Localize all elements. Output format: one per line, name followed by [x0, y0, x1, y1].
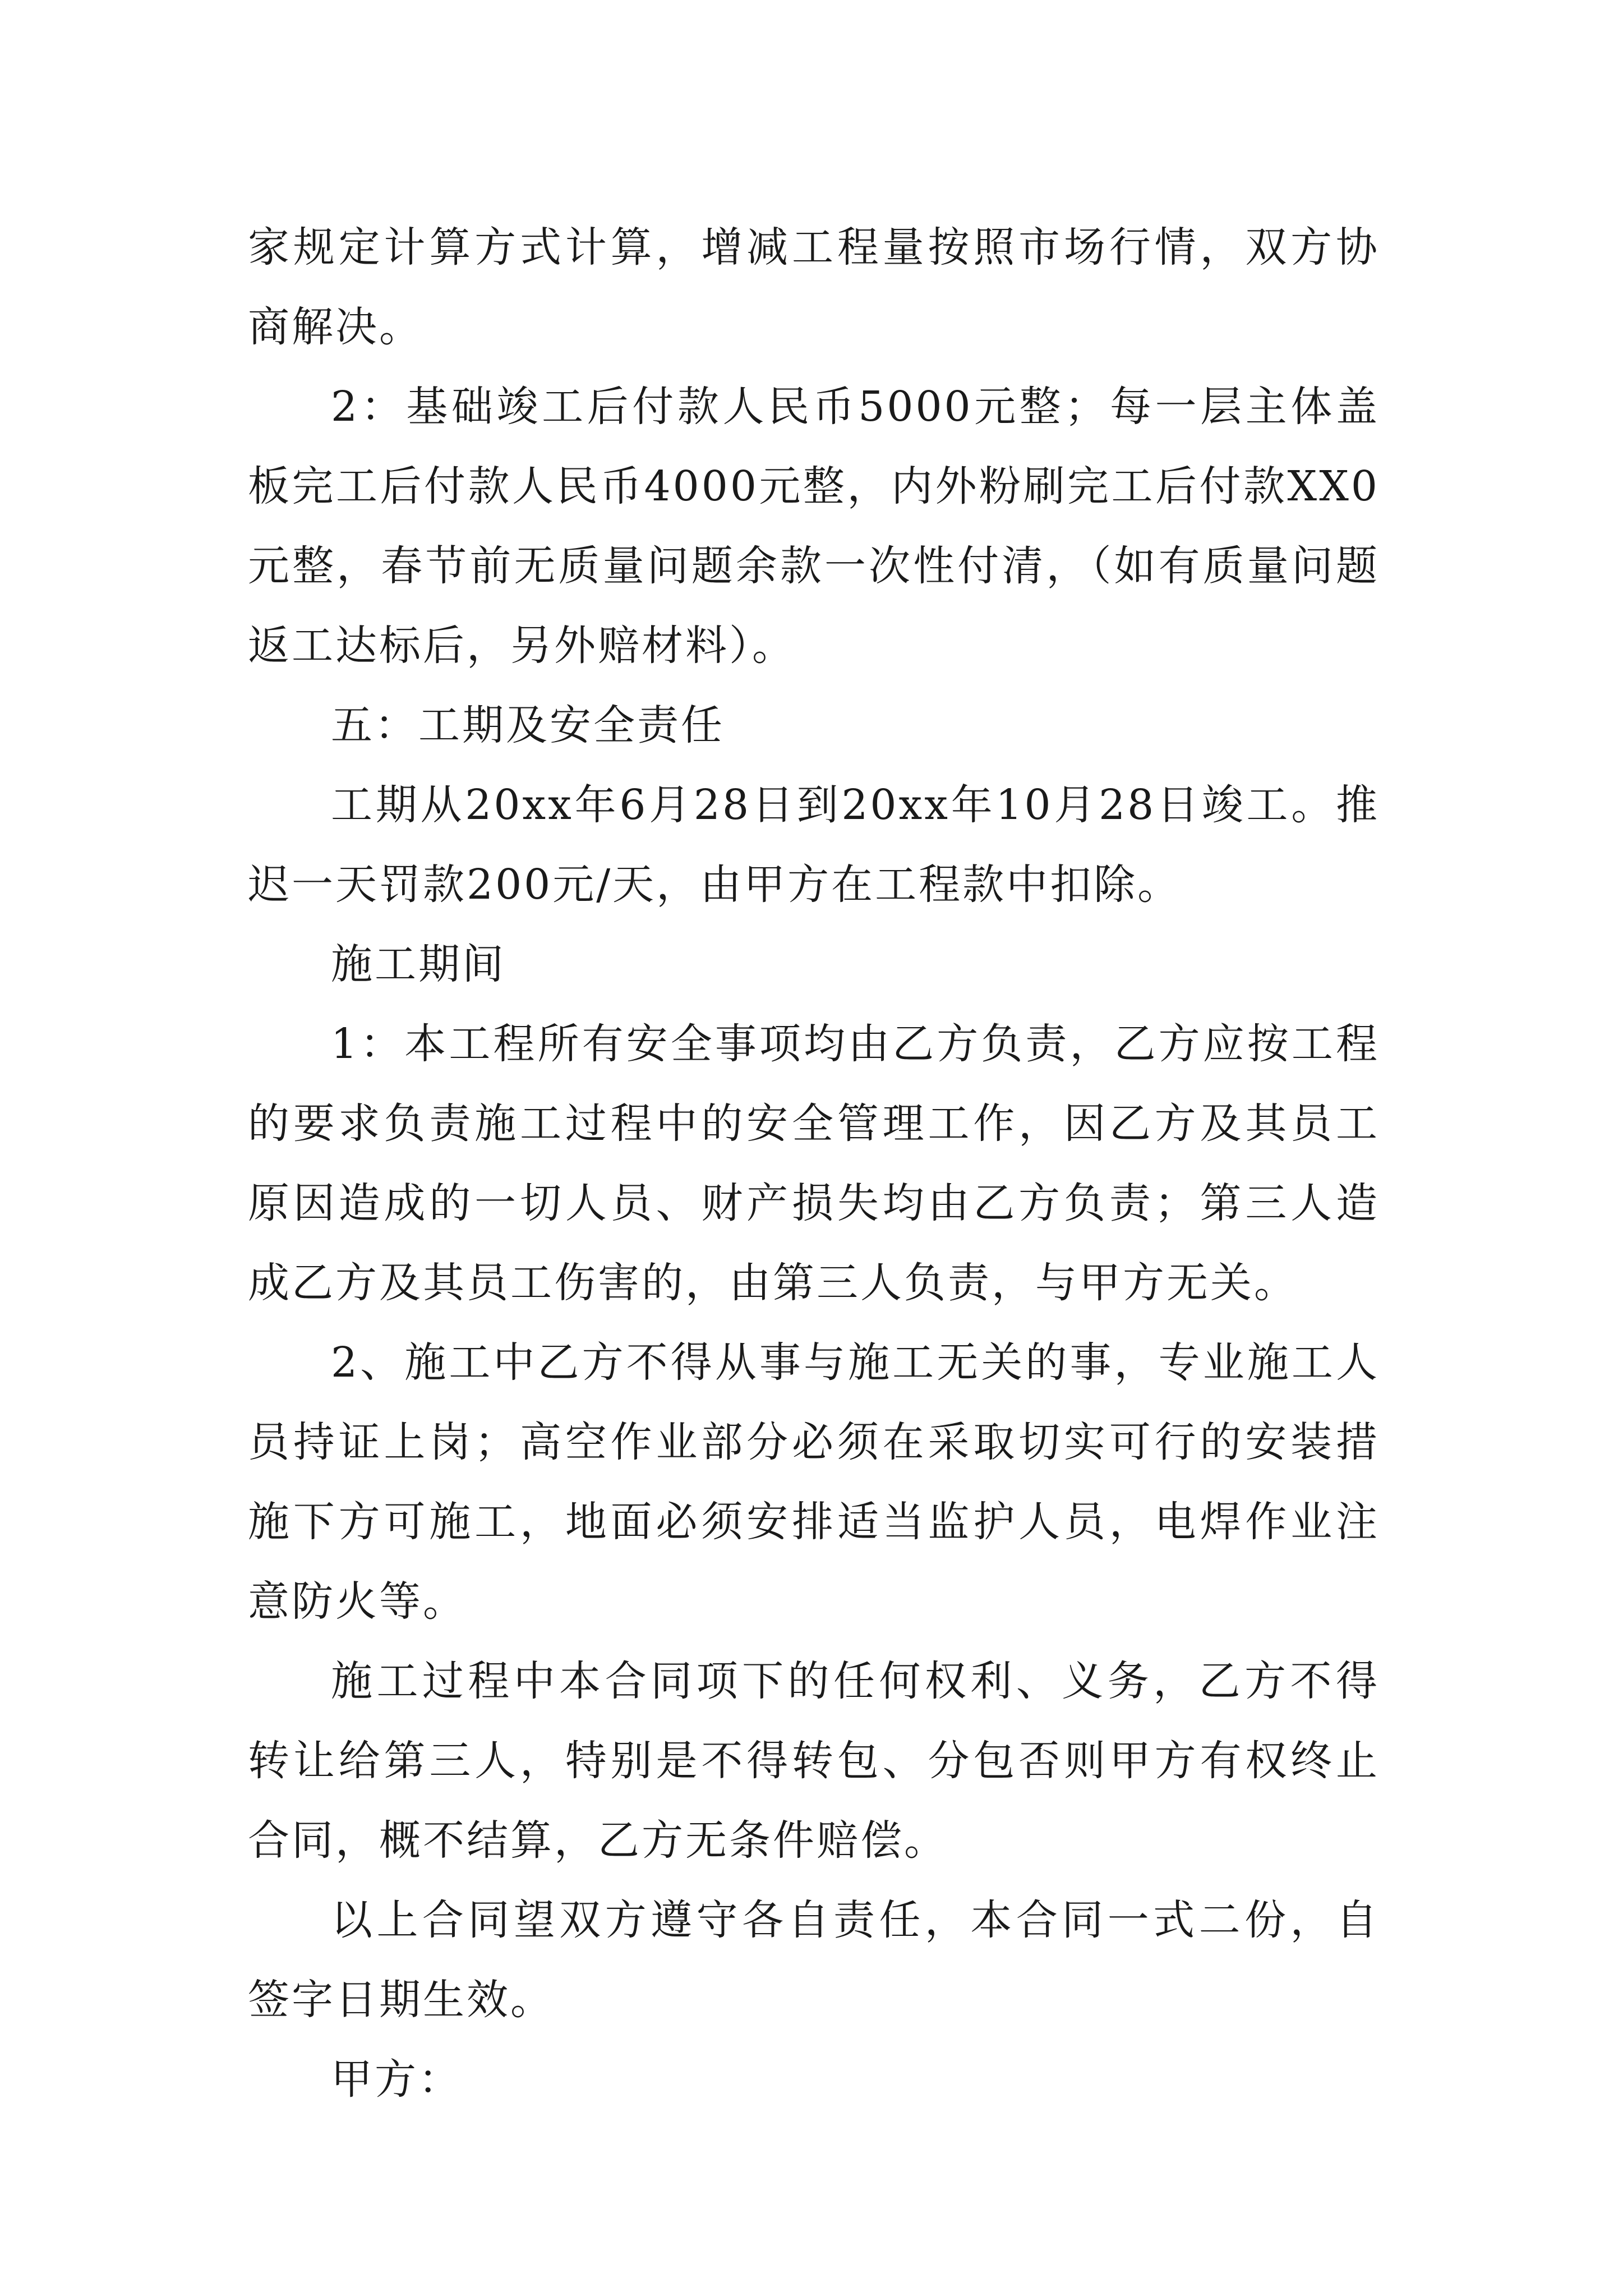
paragraph-payment-calculation: 家规定计算方式计算，增减工程量按照市场行情，双方协商解决。 — [248, 223, 1380, 351]
paragraph-payment-schedule: 2：基础竣工后付款人民币5000元整；每一层主体盖板完工后付款人民币4000元整，内外粉刷完工后付款XX0元整，春节前无质量问题余款一次性付清，（如有质量问题返工达标后，另外赔材料）。 — [248, 383, 1380, 670]
paragraph-work-rules: 2、施工中乙方不得从事与施工无关的事，专业施工人员持证上岗；高空作业部分必须在采取切实可行的安装措施下方可施工，地面必须安排适当监护人员，电焊作业注意防火等。 — [248, 1338, 1380, 1626]
section-heading-schedule-safety: 五：工期及安全责任 — [331, 701, 725, 749]
paragraph-construction-period: 工期从20xx年6月28日到20xx年10月28日竣工。推迟一天罚款200元/天，由甲方在工程款中扣除。 — [248, 781, 1380, 909]
subheading-during-construction: 施工期间 — [331, 940, 506, 988]
signature-party-a-label: 甲方： — [331, 2055, 462, 2104]
paragraph-safety-responsibility: 1：本工程所有安全事项均由乙方负责，乙方应按工程的要求负责施工过程中的安全管理工作，因乙方及其员工原因造成的一切人员、财产损失均由乙方负责；第三人造成乙方及其员工伤害的，由第三人负责，与甲方无关。 — [248, 1020, 1380, 1307]
paragraph-no-transfer: 施工过程中本合同项下的任何权利、义务，乙方不得转让给第三人，特别是不得转包、分包否则甲方有权终止合同，概不结算，乙方无条件赔偿。 — [248, 1657, 1380, 1865]
paragraph-contract-effect: 以上合同望双方遵守各自责任，本合同一式二份，自签字日期生效。 — [248, 1896, 1380, 2024]
document-body — [248, 208, 1380, 2119]
